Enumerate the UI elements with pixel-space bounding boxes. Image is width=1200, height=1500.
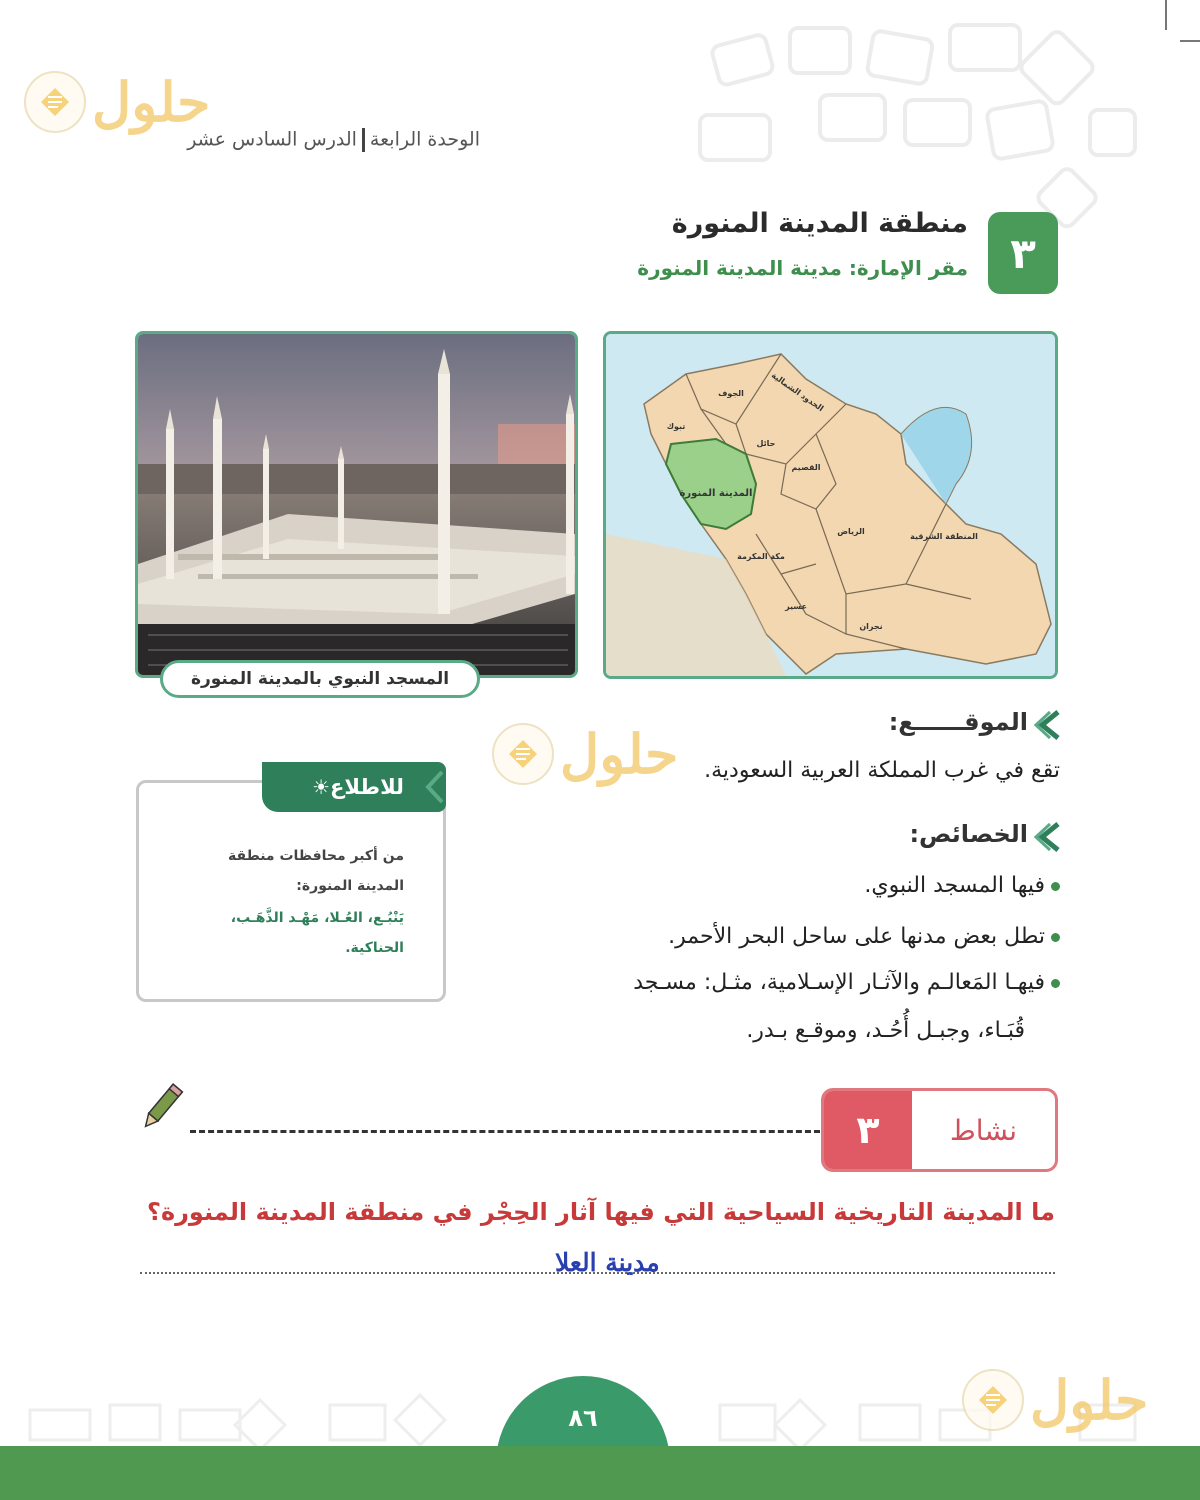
footer-bar <box>0 1446 1200 1500</box>
map-label: القصيم <box>791 463 821 472</box>
activity-question: ما المدينة التاريخية السياحية التي فيها آثار الحِجْر في منطقة المدينة المنورة؟ <box>147 1198 1055 1226</box>
map-label: الرياض <box>837 527 865 536</box>
activity-answer[interactable]: مدينة العلا <box>555 1248 660 1277</box>
breadcrumb <box>140 128 480 158</box>
lesson-label: الدرس السادس عشر <box>187 128 357 151</box>
watermark-logo <box>962 1368 1148 1432</box>
info-tab-label: للاطلاع <box>330 775 404 799</box>
watermark-text: حلول <box>560 722 679 786</box>
map-label: الحدود الشمالية <box>769 370 826 414</box>
watermark-logo <box>24 70 210 134</box>
pencil-icon <box>138 1082 184 1134</box>
breadcrumb-separator <box>362 128 365 152</box>
book-icon <box>24 71 86 133</box>
bullet <box>1051 979 1060 988</box>
feature-item: تطل بعض مدنها على ساحل البحر الأحمر. <box>668 924 1060 949</box>
section-number-badge: ٣ <box>988 212 1058 294</box>
book-icon <box>492 723 554 785</box>
watermark-logo <box>492 722 678 786</box>
map-label: المدينة المنورة <box>679 488 753 499</box>
feature-item: فيها المسجد النبوي. <box>864 873 1060 898</box>
feature-item-continued: قُبَـاء، وجبـل أُحُـد، وموقـع بـدر. <box>746 1018 1025 1043</box>
map-label: نجران <box>859 622 883 631</box>
map-label: حائل <box>756 439 776 448</box>
feature-item: فيهـا المَعالـم والآثـار الإسـلامية، مثـل: مسـجد <box>633 970 1060 995</box>
unit-label: الوحدة الرابعة <box>369 128 480 151</box>
mosque-illustration <box>138 334 575 675</box>
section-subtitle: مقر الإمارة: مدينة المدينة المنورة <box>637 256 968 280</box>
photo-caption: المسجد النبوي بالمدينة المنورة <box>160 660 480 698</box>
location-text: تقع في غرب المملكة العربية السعودية. <box>704 758 1060 783</box>
info-line: يَنْبُـع، العُـلا، مَهْـد الذَّهَـب، <box>230 910 404 926</box>
features-heading: الخصائص: <box>909 820 1028 848</box>
lightbulb-icon: ☀ <box>312 775 331 799</box>
saudi-map <box>606 334 1055 676</box>
watermark-text: حلول <box>92 70 211 134</box>
info-line: الحناكية. <box>345 940 404 956</box>
map-label: المنطقة الشرقية <box>910 532 978 541</box>
map-label: عسير <box>785 602 807 611</box>
dashed-divider <box>190 1130 820 1133</box>
page-number: ٨٦ <box>496 1376 670 1476</box>
map-label: تبوك <box>666 422 686 431</box>
book-icon <box>962 1369 1024 1431</box>
region-map <box>603 331 1058 679</box>
activity-label: نشاط <box>949 1113 1018 1147</box>
info-box-tab <box>262 762 446 812</box>
location-heading: الموقــــــع: <box>888 708 1028 736</box>
page-edge-mark <box>1165 0 1167 30</box>
bullet <box>1051 882 1060 891</box>
map-label: الجوف <box>718 389 744 398</box>
chevron-left-icon <box>422 770 444 804</box>
map-label: مكة المكرمة <box>737 552 785 561</box>
info-line: المدينة المنورة: <box>296 878 404 894</box>
watermark-text: حلول <box>1030 1368 1149 1432</box>
activity-number: ٣ <box>824 1091 912 1169</box>
chevron-left-icon <box>1034 710 1060 740</box>
mosque-photo <box>135 331 578 678</box>
section-title: منطقة المدينة المنورة <box>671 208 968 239</box>
activity-badge <box>821 1088 1058 1172</box>
chevron-left-icon <box>1034 822 1060 852</box>
info-line: من أكبر محافظات منطقة <box>228 848 404 864</box>
page-edge-mark <box>1180 40 1200 42</box>
bullet <box>1051 933 1060 942</box>
